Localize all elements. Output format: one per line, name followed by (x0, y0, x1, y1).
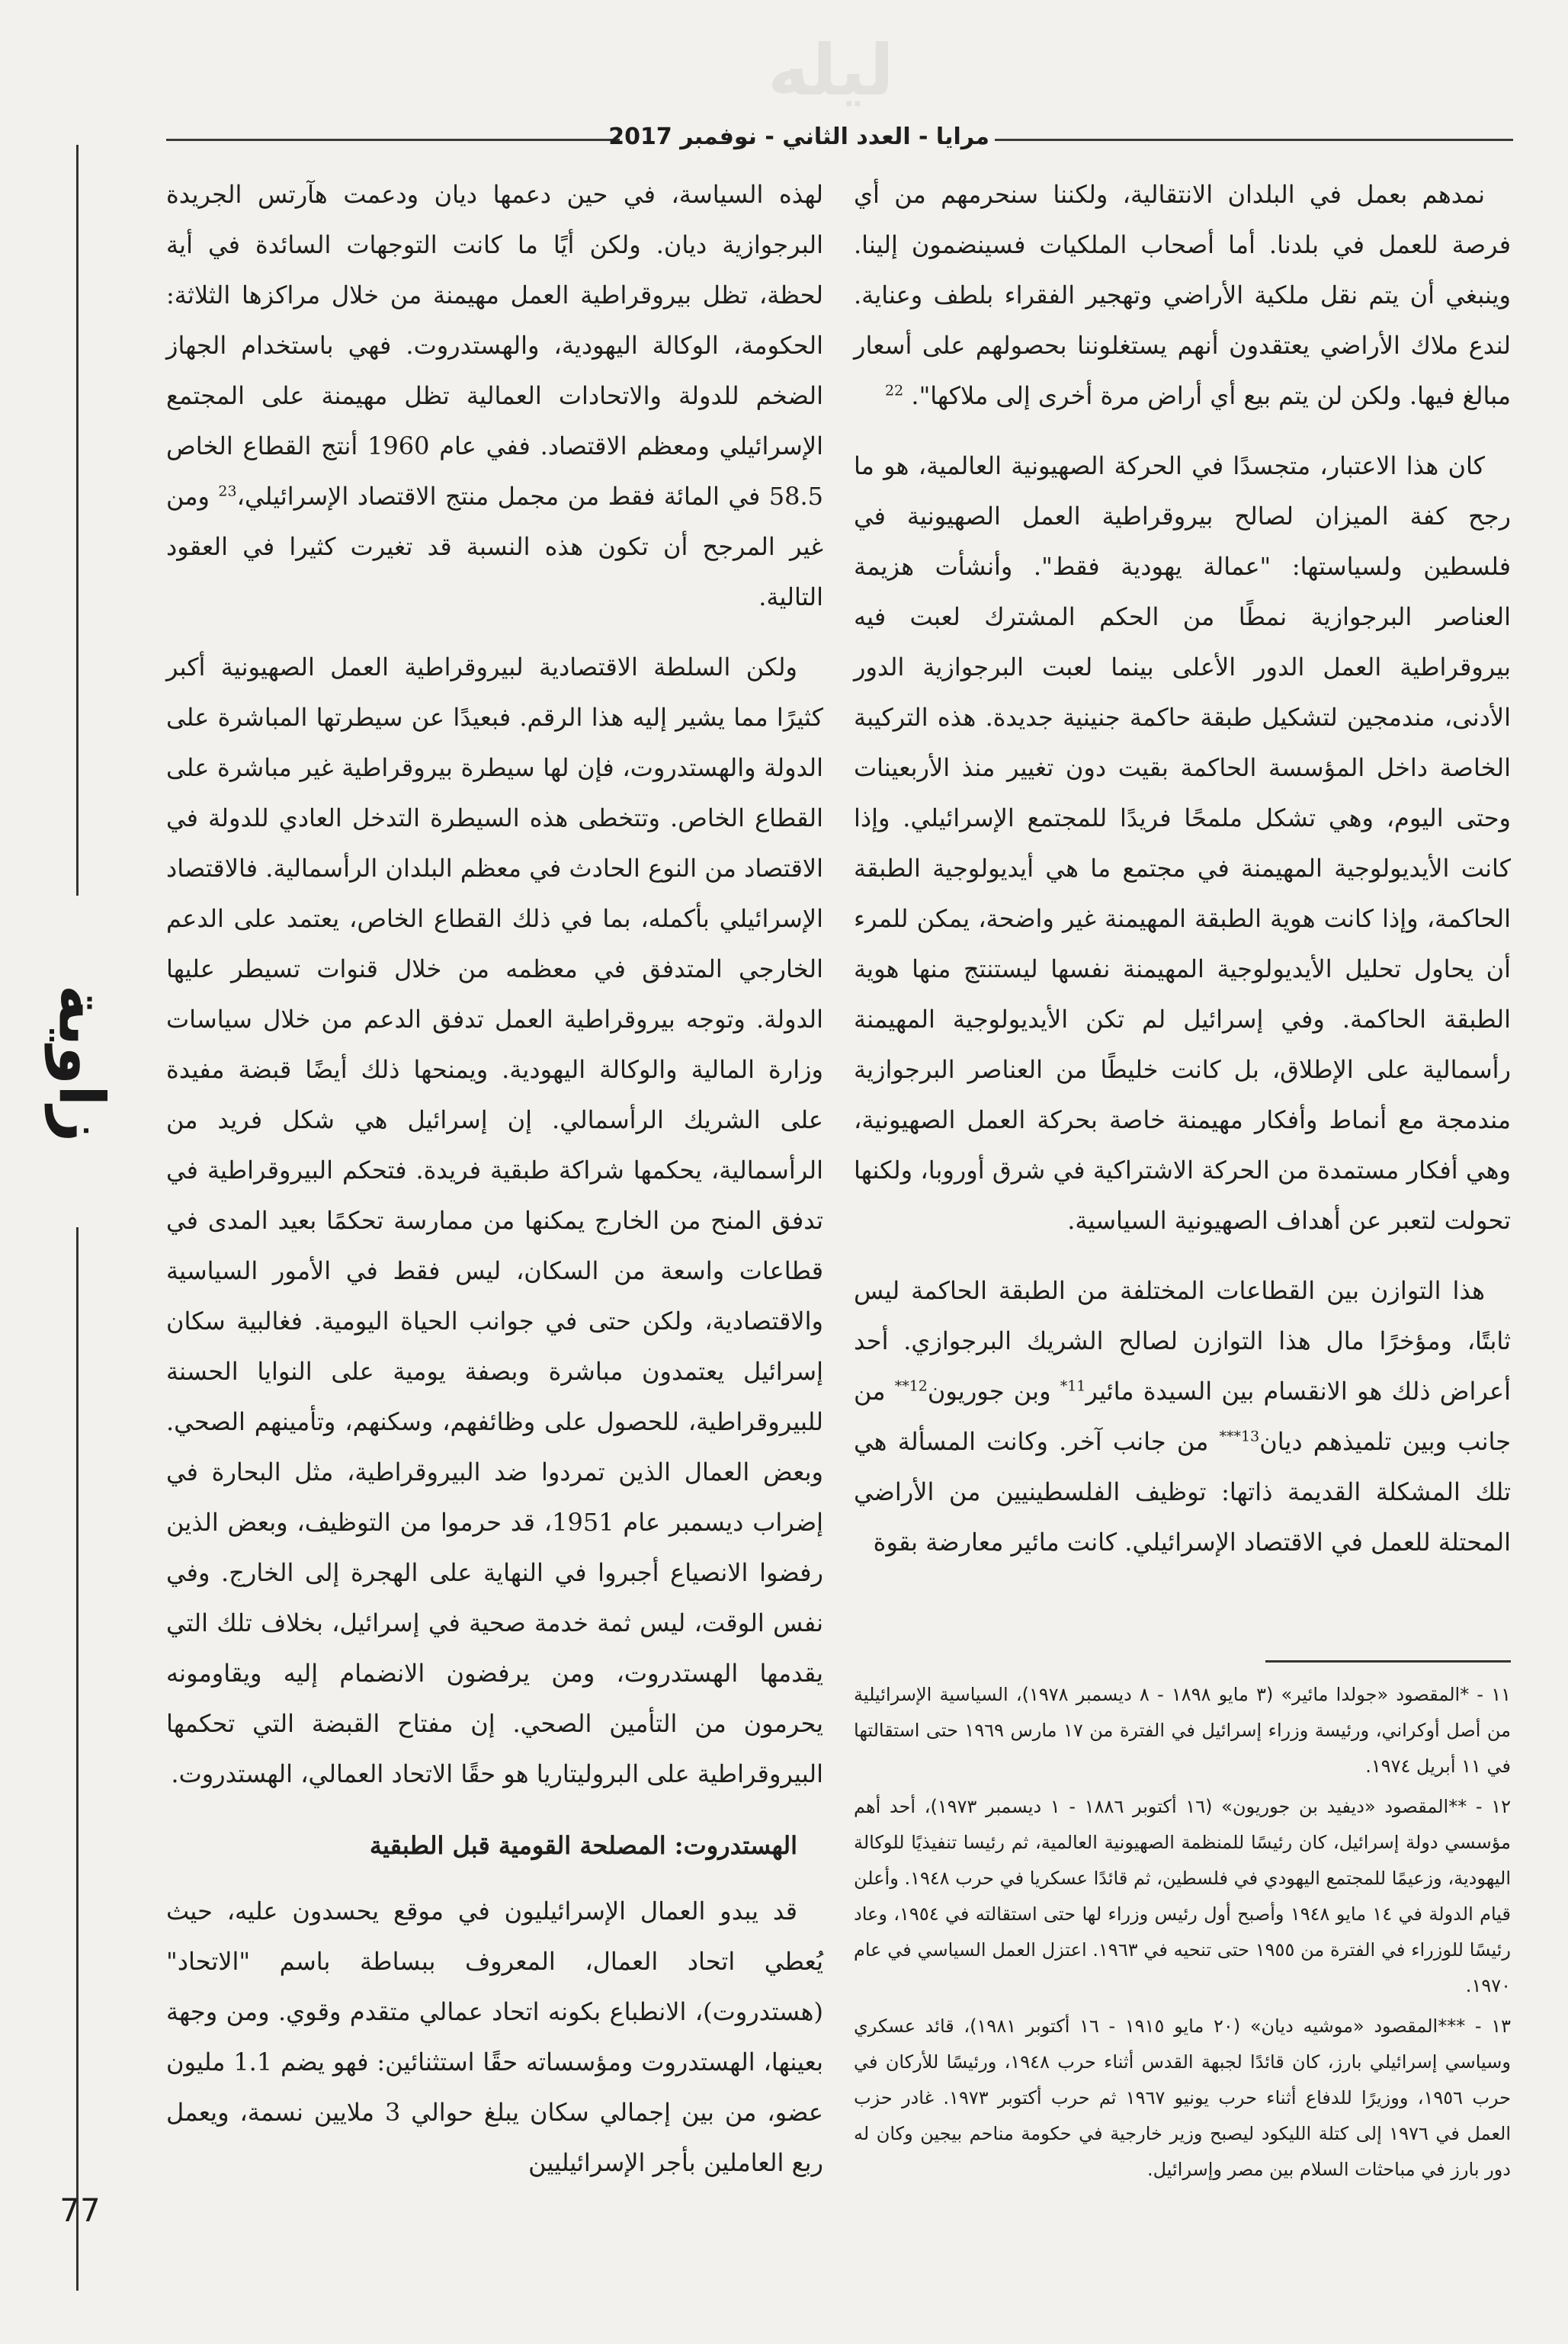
header-rule-left (166, 139, 620, 141)
header-rule-right (995, 139, 1513, 141)
footnote: ١٢ - **المقصود «ديفيد بن جوريون» (١٦ أكتوبر ١٨٨٦ - ١ ديسمبر ١٩٧٣)، أحد أهم مؤسسي دولة إسرائيل، كان رئيسًا للمنظمة الصهيونية العالمية، ثم رئيسا تنفيذيًا للوكالة اليهودية، وزعيمًا للمجتمع اليهودي في فلسطين، ثم قائدًا عسكريا في حرب ١٩٤٨. وأعلن قيام الدولة في ١٤ مايو ١٩٤٨ وأصبح أول رئيس وزراء لها حتى استقالته في ١٩٥٤، وعاد رئيسًا للوزراء في الفترة من ١٩٥٥ حتى تنحيه في ١٩٦٣. اعتزل العمل السياسي في عام ١٩٧٠. (854, 1796, 1511, 1996)
paragraph: قد يبدو العمال الإسرائيليون في موقع يحسدون عليه، حيث يُعطي اتحاد العمال، المعروف ببساطة باسم "الاتحاد" (هستدروت)، الانطباع بكونه اتحاد عمالي متقدم وقوي. ومن وجهة بعينها، الهستدروت ومؤسساته حقًا استثنائين: فهو يضم 1.1 مليون عضو، من بين إجمالي سكان يبلغ حوالي 3 ملايين نسمة، ويعمل ربع العاملين بأجر الإسرائيليين (166, 1897, 824, 2177)
footnote-ref: 11* (1060, 1377, 1086, 1395)
paragraph: كان هذا الاعتبار، متجسدًا في الحركة الصهيونية العالمية، هو ما رجح كفة الميزان لصالح بيروقراطية العمل الصهيونية في فلسطين ولسياستها: "عمالة يهودية فقط". وأنشأت هزيمة العناصر البرجوازية نمطًا من الحكم المشترك لعبت فيه بيروقراطية العمل الدور الأعلى بينما لعبت البرجوازية الدور الأدنى، مندمجين لتشكيل طبقة حاكمة جنينية جديدة. هذه التركيبة الخاصة داخل المؤسسة الحاكمة بقيت دون تغيير منذ الأربعينات وحتى اليوم، وهي تشكل ملمحًا فريدًا للمجتمع الإسرائيلي. وإذا كانت الأيديولوجية المهيمنة في مجتمع ما هي أيديولوجية الطبقة الحاكمة، وإذا كانت هوية الطبقة المهيمنة غير واضحة، يمكن للمرء أن يحاول تحليل الأيديولوجية المهيمنة نفسها ليستنتج منها هوية الطبقة الحاكمة. وفي إسرائيل لم تكن الأيديولوجية المهيمنة رأسمالية على الإطلاق، بل كانت خليطًا من العناصر البرجوازية مندمجة مع أنماط وأفكار مهيمنة خاصة بحركة العمل الصهيونية، وهي أفكار مستمدة من الحركة الاشتراكية في شرق أوروبا، ولكنها تحولت لتعبر عن أهداف الصهيونية السياسية. (854, 451, 1511, 1235)
footnote-rule (1265, 1660, 1511, 1663)
section-subheading: الهستدروت: المصلحة القومية قبل الطبقية (369, 1831, 797, 1860)
section-title-text: زاوية (44, 984, 117, 1143)
section-title (19, 938, 141, 1189)
footnote-ref: 23 (218, 483, 237, 500)
page-number: 77 (59, 2192, 101, 2229)
footnote: ١١ - *المقصود «جولدا مائير» (٣ مايو ١٨٩٨ - ٨ ديسمبر ١٩٧٨)، السياسية الإسرائيلية من أصل أوكراني، ورئيسة وزراء إسرائيل في الفترة من ١٧ مارس ١٩٦٩ حتى استقالتها في ١١ أبريل ١٩٧٤. (854, 1684, 1512, 1777)
issue-line: مرايا - العدد الثاني - نوفمبر 2017 (608, 123, 989, 150)
left-column (166, 169, 823, 2208)
footnotes (854, 1677, 1511, 2192)
paragraph: هذا التوازن بين القطاعات المختلفة من الطبقة الحاكمة ليس ثابتًا، ومؤخرًا مال هذا التوازن لصالح الشريك البرجوازي. أحد أعراض ذلك هو الانقسام بين السيدة مائير$^{11*}$ وبن جوريون$^{12**}$ من جانب وبين تلميذهم ديان$^{13***}$ من جانب آخر. وكانت المسألة هي تلك المشكلة القديمة ذاتها: توظيف الفلسطينيين من الأراضي المحتلة للعمل في الاقتصاد الإسرائيلي. كانت مائير معارضة بقوة (854, 1276, 1512, 1557)
side-rule-bottom (76, 1227, 79, 2291)
footnote: ١٣ - ***المقصود «موشيه ديان» (٢٠ مايو ١٩١٥ - ١٦ أكتوبر ١٩٨١)، قائد عسكري وسياسي إسرائيلي بارز، كان قائدًا لجبهة القدس أثناء حرب ١٩٤٨، ورئيسًا للأركان في حرب ١٩٥٦، ووزيرًا للدفاع أثناء حرب يونيو ١٩٦٧ ثم حرب أكتوبر ١٩٧٣. غادر حزب العمل في ١٩٧٦ إلى كتلة الليكود ليصبح وزير خارجية في حكومة مناحم بيجين وكان له دور بارز في مباحثات السلام بين مصر وإسرائيل. (854, 2015, 1512, 2180)
paragraph: لهذه السياسة، في حين دعمها ديان ودعمت هآرتس الجريدة البرجوازية ديان. ولكن أيًا ما كانت التوجهات السائدة في أية لحظة، تظل بيروقراطية العمل مهيمنة من خلال مراكزها الثلاثة: الحكومة، الوكالة اليهودية، والهستدروت. فهي باستخدام الجهاز الضخم للدولة والاتحادات العمالية تظل مهيمنة على المجتمع الإسرائيلي ومعظم الاقتصاد. ففي عام 1960 أنتج القطاع الخاص 58.5 في المائة فقط من مجمل منتج الاقتصاد الإسرائيلي،$^{23}$ ومن غير المرجح أن تكون هذه النسبة قد تغيرت كثيرا في العقود التالية. (166, 180, 824, 611)
footnote-ref: 22 (885, 382, 904, 399)
side-rule-top (76, 145, 79, 896)
paragraph: ولكن السلطة الاقتصادية لبيروقراطية العمل الصهيونية أكبر كثيرًا مما يشير إليه هذا الرقم. فبعيدًا عن سيطرتها المباشرة على الدولة والهستدروت، فإن لها سيطرة بيروقراطية غير مباشرة على القطاع الخاص. وتتخطى هذه السيطرة التدخل العادي للدولة في الاقتصاد من النوع الحادث في معظم البلدان الرأسمالية. فالاقتصاد الإسرائيلي بأكمله، بما في ذلك القطاع الخاص، يعتمد على الدعم الخارجي المتدفق في معظمه من خلال قنوات تسيطر عليها الدولة. وتوجه بيروقراطية العمل تدفق الدعم من خلال سياسات وزارة المالية والوكالة اليهودية. ويمنحها ذلك أيضًا قبضة مفيدة على الشريك الرأسمالي. إن إسرائيل هي شكل فريد من الرأسمالية، يحكمها شراكة طبقية فريدة. فتحكم البيروقراطية في تدفق المنح من الخارج يمكنها من ممارسة تحكمًا بعيد المدى في قطاعات واسعة من السكان، ليس فقط في الأمور السياسية والاقتصادية، ولكن حتى في جوانب الحياة اليومية. فغالبية سكان إسرائيل يعتمدون مباشرة وبصفة يومية على النوايا الحسنة للبيروقراطية، للحصول على وظائفهم، وسكنهم، وتأمينهم الصحي. وبعض العمال الذين تمردوا ضد البيروقراطية، مثل البحارة في إضراب ديسمبر عام 1951، قد حرموا من التوظيف، وبعض الذين رفضوا الانصياع أجبروا في النهاية على الهجرة إلى الخارج. وفي نفس الوقت، ليس ثمة خدمة صحية في إسرائيل، بخلاف تلك التي يقدمها الهستدروت، ومن يرفضون الانضمام إليه ويقاومونه يحرمون من التأمين الصحي. إن مفتاح القبضة التي تحكمها البيروقراطية على البروليتاريا هو حقًا الاتحاد العمالي، الهستدروت. (166, 653, 824, 1788)
faint-header-title: ليله (768, 30, 894, 111)
footnote-ref: 12** (894, 1377, 928, 1395)
right-column (854, 169, 1511, 1587)
footnote-ref: 13*** (1219, 1428, 1260, 1445)
paragraph: نمدهم بعمل في البلدان الانتقالية، ولكننا سنحرمهم من أي فرصة للعمل في بلدنا. أما أصحاب الملكيات فسينضمون إلينا. وينبغي أن يتم نقل ملكية الأراضي وتهجير الفقراء بلطف وعناية. لندع ملاك الأراضي يعتقدون أنهم يستغلوننا بحصولهم على أسعار مبالغ فيها. ولكن لن يتم بيع أي أراض مرة أخرى إلى ملاكها". $^{22}$ (854, 180, 1511, 410)
